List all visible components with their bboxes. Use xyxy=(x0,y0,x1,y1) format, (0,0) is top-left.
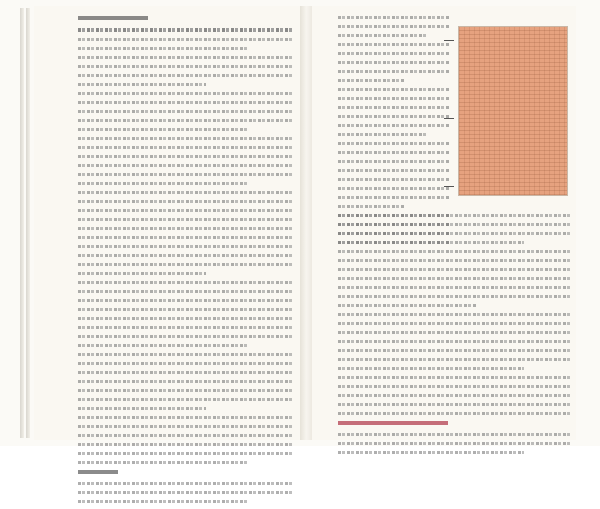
page-edge-left-2 xyxy=(26,8,30,438)
figure-pointer xyxy=(444,118,454,119)
figure-pointer xyxy=(444,40,454,41)
left-page-heading xyxy=(78,16,148,20)
left-body-text xyxy=(78,28,292,464)
highlighted-heading xyxy=(338,421,448,425)
left-page xyxy=(34,6,305,440)
right-body-lines xyxy=(338,214,570,460)
figure-pointer xyxy=(444,186,454,187)
footnote-heading xyxy=(78,470,118,474)
left-text-column xyxy=(78,16,292,509)
footnote-text xyxy=(78,482,292,503)
page-edge-left xyxy=(20,8,24,438)
illustration-image xyxy=(458,26,568,196)
